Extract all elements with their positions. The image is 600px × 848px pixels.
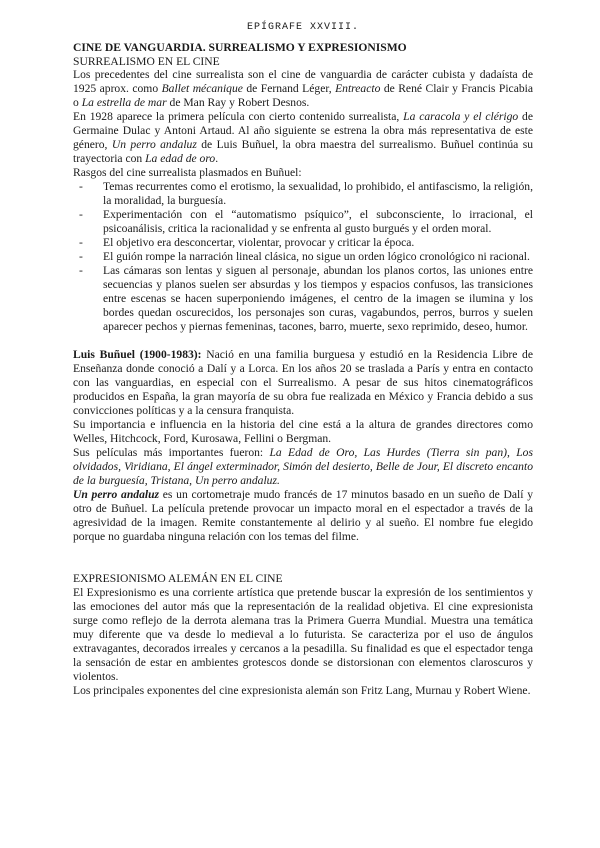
list-intro: Rasgos del cine surrealista plasmados en Buñuel: [73, 166, 302, 179]
paragraph-bunuel-influence: Su importancia e influencia en la historia del cine está a la altura de grandes directores como Welles, Hitchcock, Ford, Kurosawa, Fellini o Bergman. [73, 418, 533, 445]
paragraph-bunuel-films: Sus películas más importantes fueron: La Edad de Oro, Las Hurdes (Tierra sin pan), Los olvidados, Viridiana, El ángel exterminador, Simón del desierto, Belle de Jour, El discreto encanto de la burguesía, Tristana, Un perro andaluz. [73, 446, 533, 487]
page-header: EPÍGRAFE XXVIII. [246, 22, 359, 33]
subsection-title-surrealism: SURREALISMO EN EL CINE [73, 54, 220, 68]
bunuel-name: Luis Buñuel (1900-1983): [73, 348, 202, 361]
paragraph-bunuel-bio: Luis Buñuel (1900-1983): Nació en una familia burguesa y estudió en la Residencia Libre de Enseñanza donde conoció a Dalí y a Lorca. En los años 20 se traslada a París y entra en contacto con las vanguardias, en especial con el Surrealismo. A pesar de sus hitos cinematográficos producidos en España, la gran mayoría de su obra fue realizada en México y Francia debido a sus convicciones políticas y a la censura franquista. [73, 348, 533, 417]
features-list [73, 180, 533, 334]
document-page [73, 22, 533, 698]
list-item: - Las cámaras son lentas y siguen al personaje, abundan los planos cortos, las uniones entre secuencias y planos suelen ser absurdas y los tiempos y espacios confusos, las transiciones entre escenas se hacen superponiendo imágenes, el centro de la imagen se ilumina y los bordes quedan oscurecidos, los personajes son curas, vagabundos, perros, burros y suelen aparecer pechos y piernas femeninas, tacones, barro, muerte, sexo reprimido, deseo, humor. [79, 264, 533, 333]
list-item: - El objetivo era desconcertar, violentar, provocar y criticar la época. [79, 236, 415, 249]
list-item: - Temas recurrentes como el erotismo, la sexualidad, lo prohibido, el antifascismo, la religión, la moralidad, la burguesía. [79, 180, 533, 207]
list-item: - El guión rompe la narración lineal clásica, no sigue un orden lógico cronológico ni racional. [79, 250, 530, 263]
section-title: CINE DE VANGUARDIA. SURREALISMO Y EXPRESIONISMO [73, 41, 407, 54]
list-item: - Experimentación con el “automatismo psíquico”, el subconsciente, lo irracional, el psicoanálisis, critica la racionalidad y se enfrenta al gusto burgués y el orden moral. [79, 208, 533, 235]
paragraph-precedents: Los precedentes del cine surrealista son el cine de vanguardia de carácter cubista y dadaísta de 1925 aprox. como Ballet mécanique de Fernand Léger, Entreacto de René Clair y Francis Picabia o La estrella de mar de Man Ray y Robert Desnos. [73, 68, 534, 109]
paragraph-expressionism: El Expresionismo es una corriente artística que pretende buscar la expresión de los sentimientos y las emociones del autor más que la representación de la realidad objetiva. El cine expresionista surge como reflejo de la derrota alemana tras la Primera Guerra Mundial. Muestra una temática muy diferente que va desde lo medieval a lo futurista. Se caracteriza por el uso de ángulos extravagantes, decorados irreales y cercanos a la pesadilla. Su finalidad es que el espectador tenga la sensación de estar en ambientes grotescos donde se distorsionan con elementos claroscuros y violentos. [73, 585, 533, 683]
paragraph-first-film: En 1928 aparece la primera película con cierto contenido surrealista, La caracola y el clérigo de Germaine Dulac y Antoni Artaud. Al año siguiente se estrena la obra más representativa de este género, Un perro andaluz de Luis Buñuel, la obra maestra del surrealismo. Buñuel continúa su trayectoria con La edad de oro. [73, 110, 534, 165]
paragraph-perro-andaluz: Un perro andaluz es un cortometraje mudo francés de 17 minutos basado en un sueño de Dalí y otro de Buñuel. La película pretende provocar un impacto moral en el espectador a través de la agresividad de la imagen. Remite constantemente al delirio y al sueño. El nombre fue elegido porque no guardaba ninguna relación con los temas del filme. [73, 488, 533, 543]
paragraph-exponents: Los principales exponentes del cine expresionista alemán son Fritz Lang, Murnau y Robert Wiene. [73, 683, 531, 697]
subsection-title-expressionism: EXPRESIONISMO ALEMÁN EN EL CINE [73, 572, 283, 585]
film-title: Un perro andaluz [73, 488, 160, 501]
